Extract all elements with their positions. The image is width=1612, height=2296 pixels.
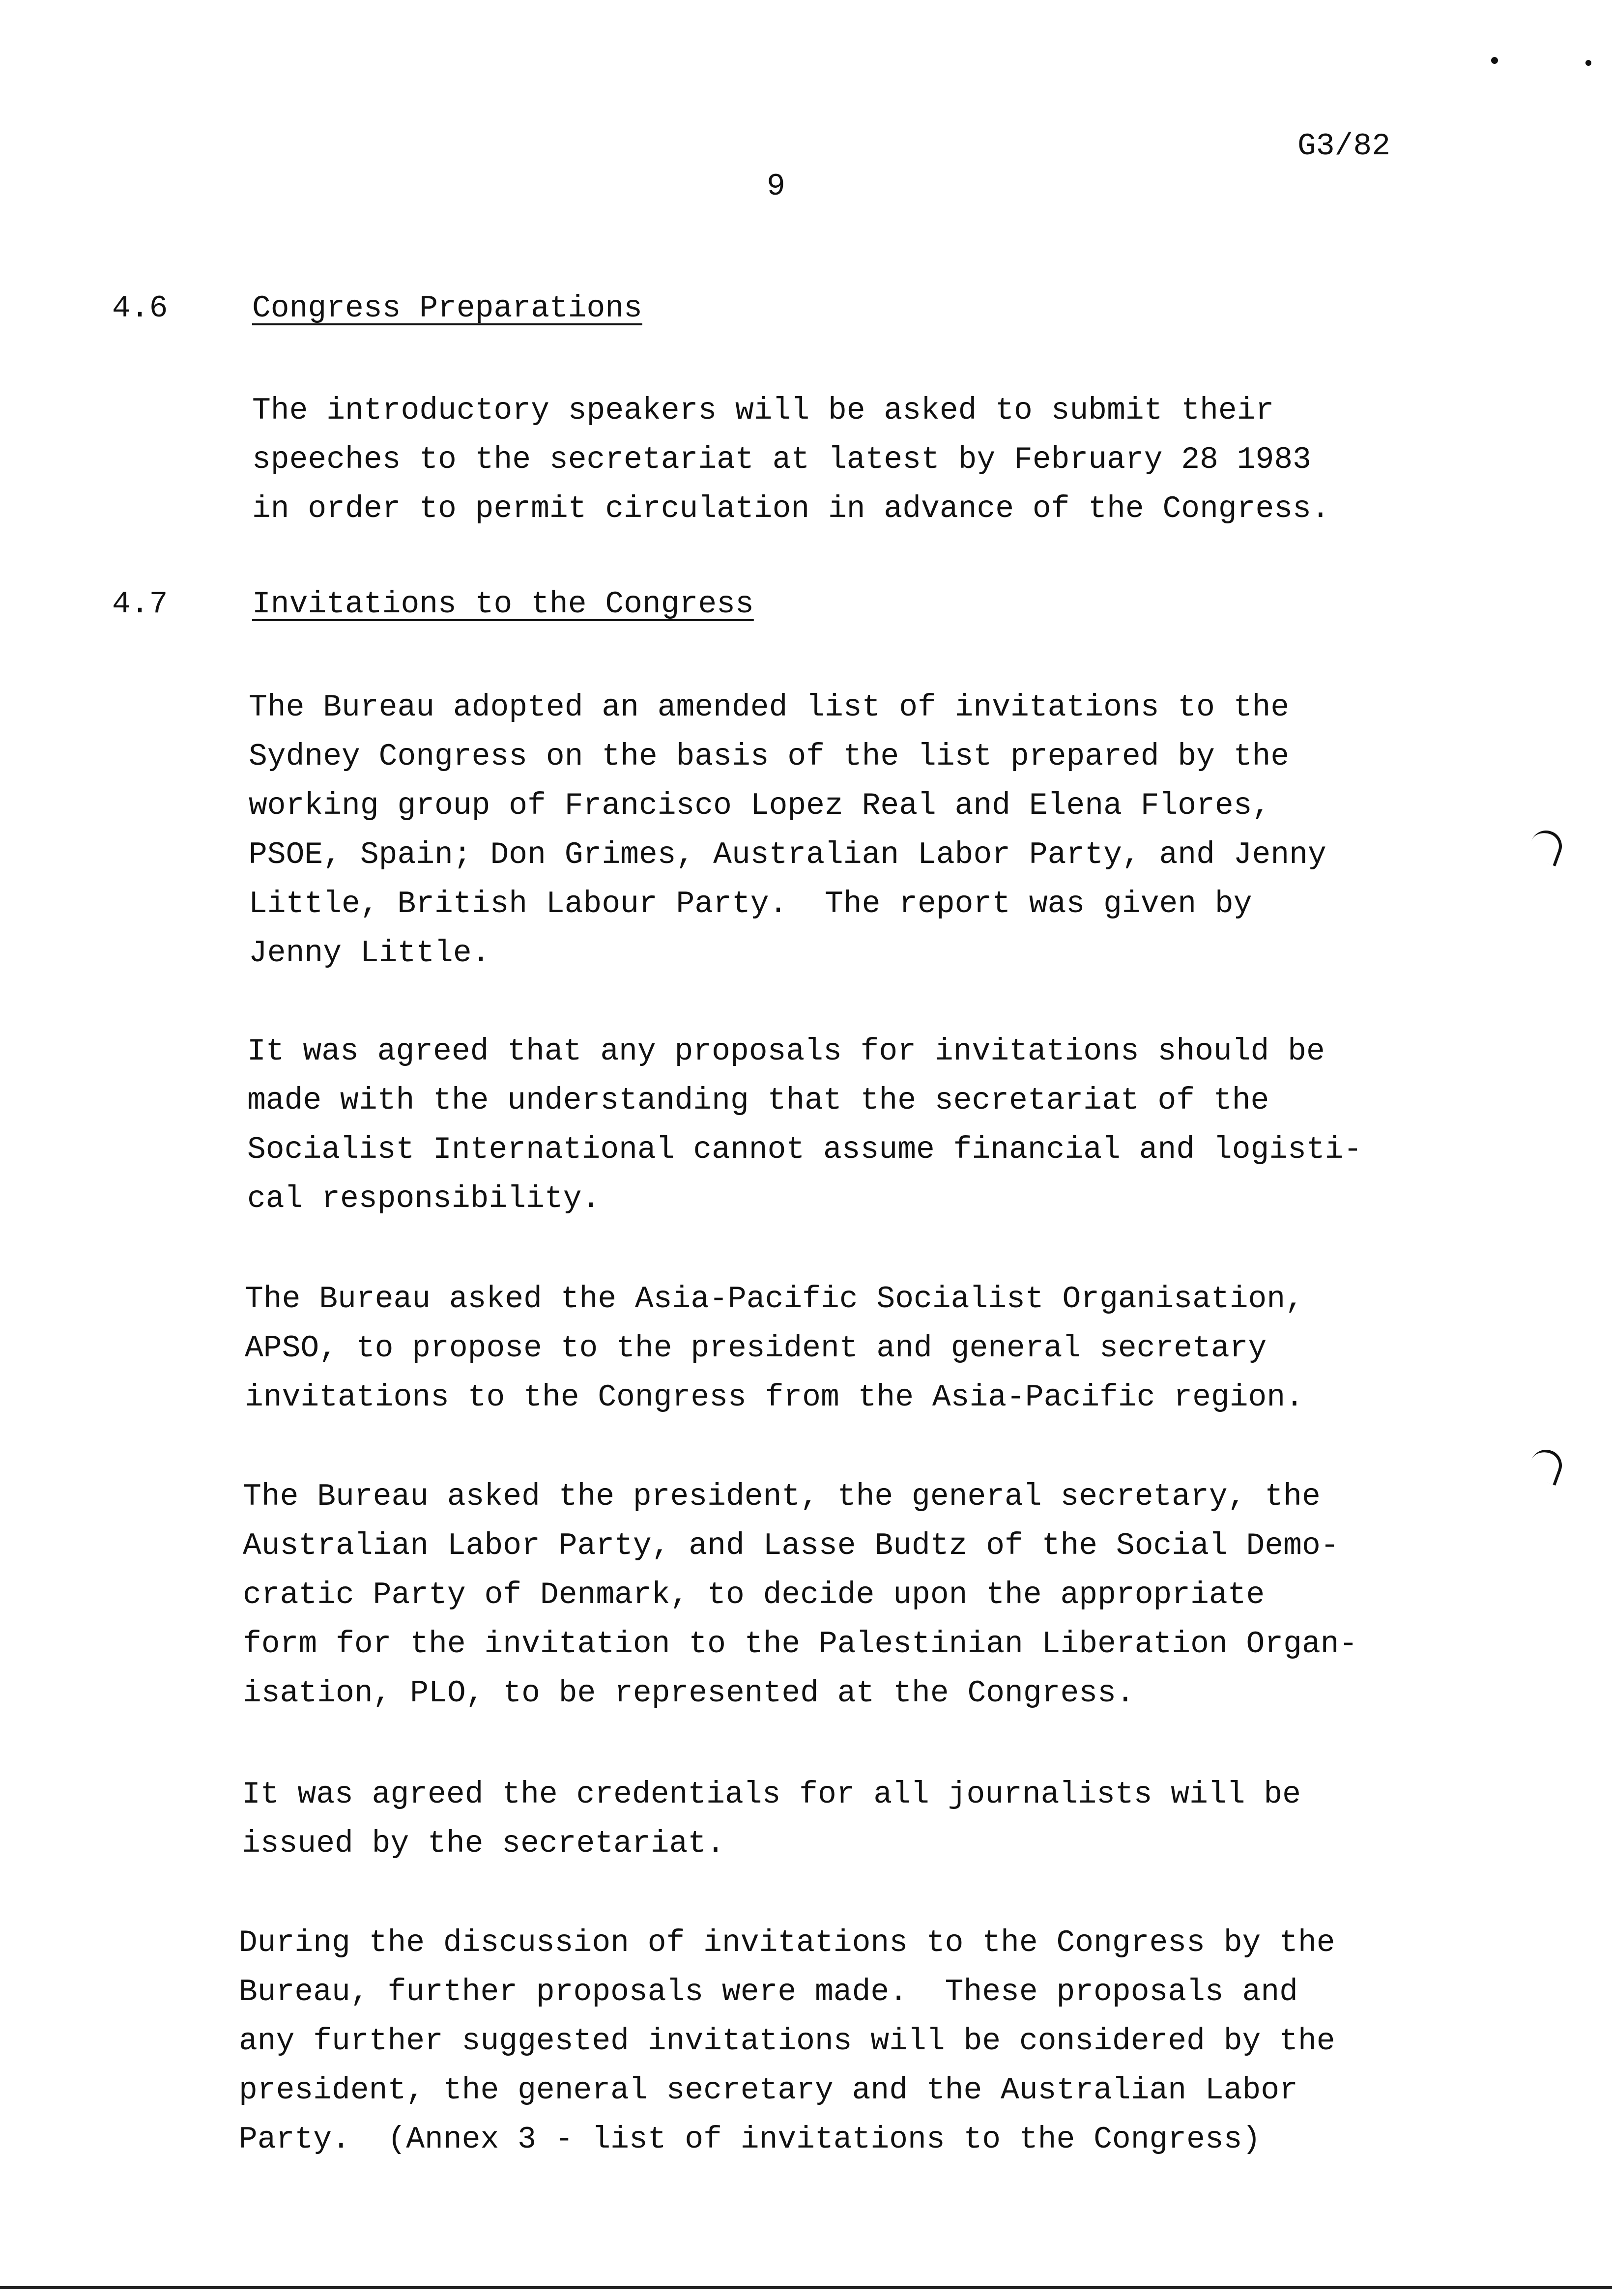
document-reference: G3/82 [1297, 129, 1391, 164]
paragraph [245, 1275, 1304, 1422]
scan-mark-dot [1491, 57, 1498, 64]
paragraph-line: invitations to the Congress from the Asia-Pacific region. [245, 1380, 1304, 1415]
paragraph-line: PSOE, Spain; Don Grimes, Australian Labor Party, and Jenny [249, 837, 1326, 872]
paragraph-line: issued by the secretariat. [242, 1826, 725, 1861]
section-number: 4.7 [112, 587, 168, 622]
paragraph-line: speeches to the secretariat at latest by February 28 1983 [252, 442, 1311, 477]
paragraph-line: Little, British Labour Party. The report was given by [249, 887, 1252, 921]
paragraph-line: working group of Francisco Lopez Real and Elena Flores, [249, 788, 1271, 823]
section-number: 4.6 [112, 291, 168, 326]
paragraph [249, 683, 1326, 978]
paragraph [252, 386, 1330, 534]
paragraph-line: It was agreed that any proposals for invitations should be [247, 1034, 1325, 1069]
paragraph-line: Socialist International cannot assume financial and logisti- [247, 1132, 1362, 1167]
paragraph-line: Sydney Congress on the basis of the list prepared by the [249, 739, 1290, 774]
paragraph-line: The Bureau asked the president, the general secretary, the [243, 1479, 1321, 1514]
paragraph [243, 1472, 1357, 1718]
paragraph-line: Party. (Annex 3 - list of invitations to the Congress) [239, 2122, 1261, 2157]
paragraph-line: president, the general secretary and the Australian Labor [239, 2073, 1298, 2108]
paragraph [242, 1770, 1301, 1868]
paragraph-line: cal responsibility. [247, 1181, 601, 1216]
paragraph-line: form for the invitation to the Palestinian Liberation Organ- [243, 1627, 1358, 1662]
section-title: Congress Preparations [252, 291, 642, 326]
paragraph-line: Australian Labor Party, and Lasse Budtz of the Social Demo- [243, 1528, 1339, 1563]
scan-mark-arc [1526, 1445, 1566, 1486]
page-number: 9 [767, 169, 785, 204]
scan-mark-dot [1585, 60, 1591, 66]
paragraph [247, 1027, 1362, 1224]
section-title: Invitations to the Congress [252, 587, 754, 622]
paragraph [239, 1919, 1335, 2164]
paragraph-line: The introductory speakers will be asked to submit their [252, 393, 1274, 428]
page-bottom-rule [0, 2286, 1612, 2289]
paragraph-line: Bureau, further proposals were made. These proposals and [239, 1975, 1298, 2009]
paragraph-line: made with the understanding that the secretariat of the [247, 1083, 1269, 1118]
paragraph-line: During the discussion of invitations to the Congress by the [239, 1925, 1335, 1960]
paragraph-line: The Bureau adopted an amended list of invitations to the [249, 690, 1290, 725]
paragraph-line: It was agreed the credentials for all journalists will be [242, 1777, 1301, 1812]
paragraph-line: The Bureau asked the Asia-Pacific Socialist Organisation, [245, 1282, 1304, 1317]
paragraph-line: APSO, to propose to the president and general secretary [245, 1331, 1267, 1366]
paragraph-line: isation, PLO, to be represented at the Congress. [243, 1676, 1135, 1711]
paragraph-line: Jenny Little. [249, 936, 490, 971]
scan-mark-arc [1526, 826, 1566, 866]
paragraph-line: cratic Party of Denmark, to decide upon the appropriate [243, 1578, 1265, 1612]
paragraph-line: any further suggested invitations will be considered by the [239, 2024, 1335, 2059]
paragraph-line: in order to permit circulation in advance of the Congress. [252, 491, 1330, 526]
